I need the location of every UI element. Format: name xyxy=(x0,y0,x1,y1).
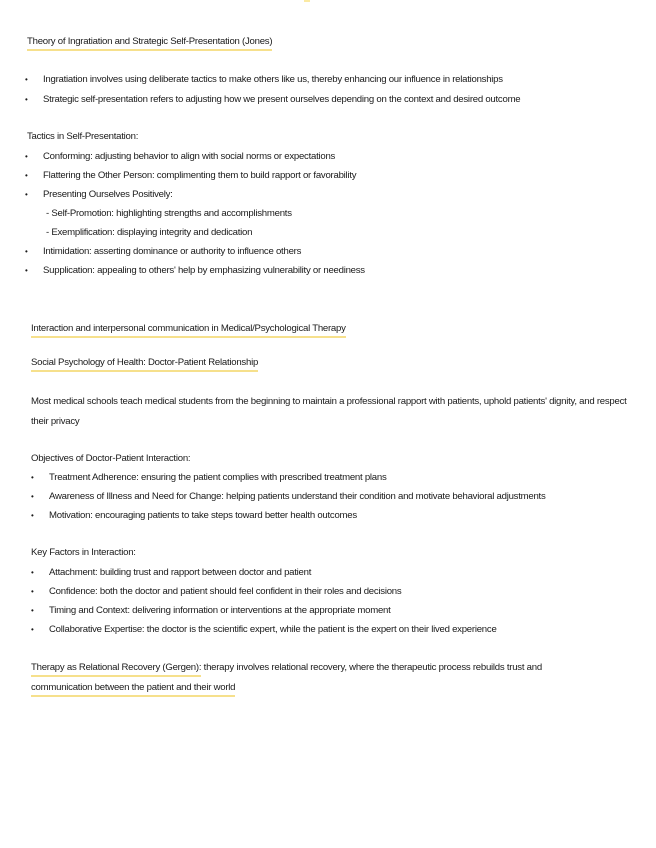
list-item: • Treatment Adherence: ensuring the patient complies with prescribed treatment plans xyxy=(49,472,387,484)
list-item: • Conforming: adjusting behavior to align with social norms or expectations xyxy=(43,151,335,163)
list-item: • Awareness of Illness and Need for Change: helping patients understand their condition and motivate behavioral adjustments xyxy=(49,491,546,503)
list-item: • Attachment: building trust and rapport between doctor and patient xyxy=(49,567,311,579)
list-item: • Flattering the Other Person: complimenting them to build rapport or favorability xyxy=(43,170,356,182)
list-item: • Presenting Ourselves Positively: xyxy=(43,189,173,201)
list-item: • Timing and Context: delivering information or interventions at the appropriate moment xyxy=(49,605,391,617)
list-item: • Motivation: encouraging patients to take steps toward better health outcomes xyxy=(49,510,357,522)
sub-list-item: - Exemplification: displaying integrity and dedication xyxy=(46,227,253,238)
therapy-paragraph-line1: Therapy as Relational Recovery (Gergen): therapy involves relational recovery, where the therapeutic process rebuilds trust and xyxy=(31,662,542,677)
therapy-paragraph-line2: communication between the patient and their world xyxy=(31,682,235,697)
section2-title: Interaction and interpersonal communication in Medical/Psychological Therapy xyxy=(31,323,346,338)
tactics-heading: Tactics in Self-Presentation: xyxy=(27,131,139,142)
list-item: • Supplication: appealing to others' help by emphasizing vulnerability or neediness xyxy=(43,265,365,277)
highlight-mark xyxy=(304,0,310,2)
list-item: • Confidence: both the doctor and patient should feel confident in their roles and decisions xyxy=(49,586,401,598)
list-item: • Collaborative Expertise: the doctor is the scientific expert, while the patient is the expert on their lived experience xyxy=(49,624,497,636)
list-item: • Strategic self-presentation refers to adjusting how we present ourselves depending on the context and desired outcome xyxy=(43,94,520,106)
factors-heading: Key Factors in Interaction: xyxy=(31,547,136,558)
objectives-heading: Objectives of Doctor-Patient Interaction: xyxy=(31,453,191,464)
list-item: • Ingratiation involves using deliberate tactics to make others like us, thereby enhancing our influence in relationships xyxy=(43,74,503,86)
list-item: • Intimidation: asserting dominance or authority to influence others xyxy=(43,246,301,258)
section1-title: Theory of Ingratiation and Strategic Self-Presentation (Jones) xyxy=(27,36,272,51)
sub-list-item: - Self-Promotion: highlighting strengths and accomplishments xyxy=(46,208,292,219)
intro-paragraph: Most medical schools teach medical students from the beginning to maintain a professional rapport with patients, uphold patients' dignity, and respect their privacy xyxy=(31,396,627,427)
section2-subtitle: Social Psychology of Health: Doctor-Patient Relationship xyxy=(31,357,258,372)
